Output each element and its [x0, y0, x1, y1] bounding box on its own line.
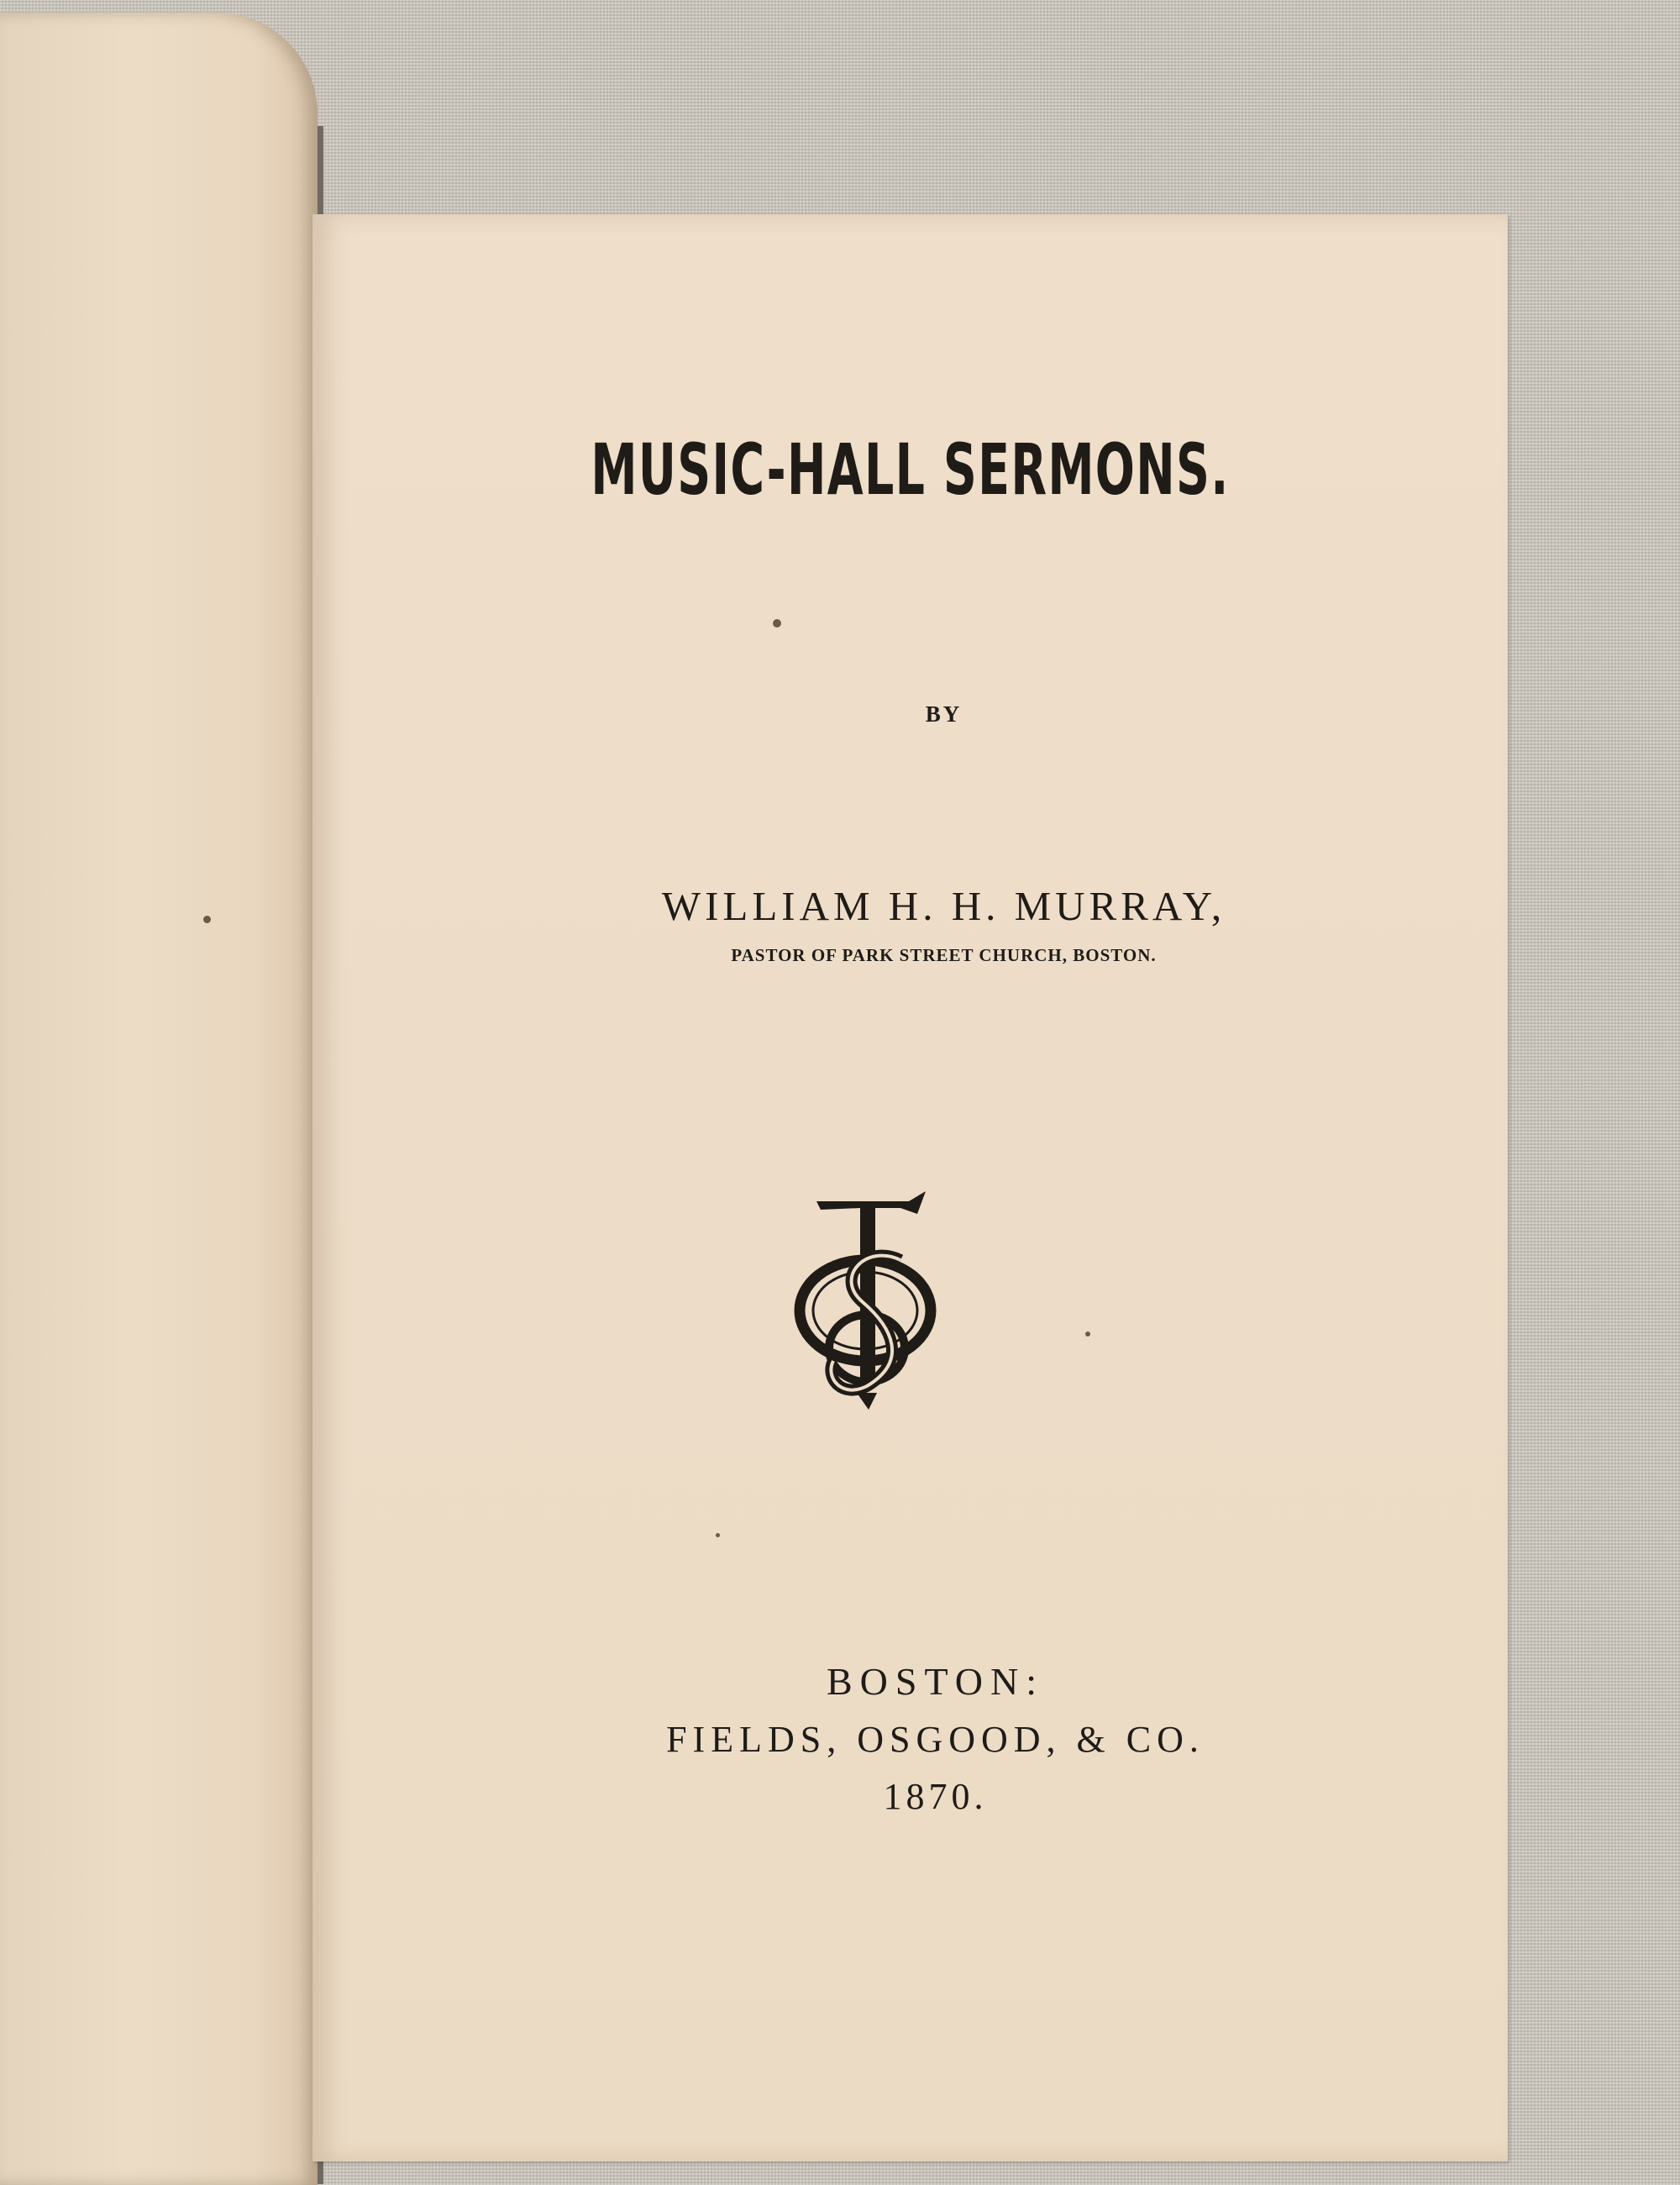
paper-speck — [1085, 1331, 1090, 1337]
paper-speck — [203, 916, 211, 923]
imprint-year: 1870. — [883, 1776, 988, 1817]
fields-osgood-monogram-icon — [783, 1184, 951, 1420]
paper-speck — [773, 619, 781, 628]
author-name: WILLIAM H. H. MURRAY, — [661, 883, 1226, 929]
left-page — [0, 13, 318, 2185]
paper-speck — [716, 1533, 720, 1537]
imprint-publisher: FIELDS, OSGOOD, & CO. — [666, 1719, 1205, 1760]
imprint-city: BOSTON: — [827, 1660, 1044, 1703]
by-line: BY — [925, 701, 963, 727]
book-title: MUSIC-HALL SERMONS. — [591, 428, 1230, 511]
author-role: PASTOR OF PARK STREET CHURCH, BOSTON. — [731, 945, 1157, 965]
title-page — [312, 214, 1508, 2161]
